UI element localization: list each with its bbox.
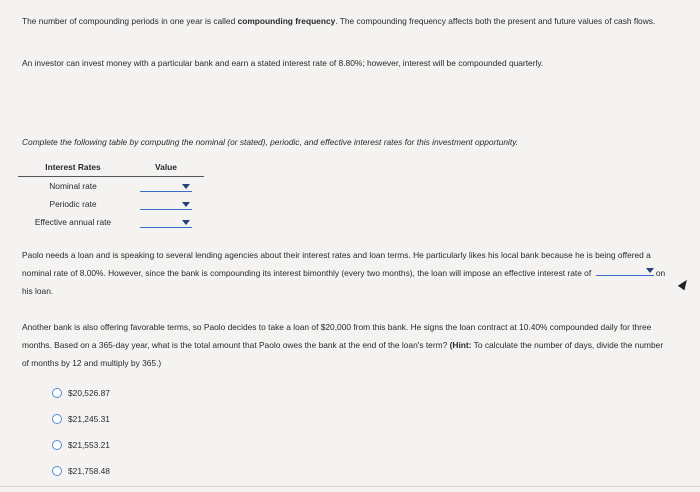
hint-label: (Hint: [449,340,472,350]
paolo-text-part1: Paolo needs a loan and is speaking to several lending agencies about their interest rates and loan terms. He particularly likes his local bank because he is being offered a nominal rate of 8.00%. However, since the bank is compounding its interest bimonthly (every two months), the loan will impose an effective interest rate of [22,250,651,278]
answer-label: $20,526.87 [68,388,110,398]
row-label-periodic: Periodic rate [49,199,97,209]
effective-interest-dropdown[interactable] [596,266,654,276]
answer-label: $21,245.31 [68,414,110,424]
intro-term: compounding frequency [237,16,336,26]
investor-paragraph: An investor can invest money with a particular bank and earn a stated interest rate of 8.80%; however, interest will be compounded quarterly. [22,58,544,68]
radio-icon[interactable] [52,388,62,398]
intro-paragraph [22,12,672,30]
intro-text-after: . The compounding frequency affects both the present and future values of cash flows. [335,16,656,26]
mouse-cursor-icon [678,278,690,291]
paolo-loan-paragraph [22,318,672,372]
hint-text: To calculate the number of days, divide the number of months by 12 and multiply by 365.) [22,340,664,368]
radio-icon[interactable] [52,466,62,476]
table-header-row [18,158,204,177]
answer-option-1[interactable] [52,380,110,406]
answer-option-2[interactable] [52,406,110,432]
dropdown-arrow-icon [182,202,190,207]
table-row [18,213,204,231]
loan-question-text: Another bank is also offering favorable terms, so Paolo decides to take a loan of $20,000 from this bank. He signs the loan contract at 10.40% compounded daily for three months. Based on a 365-day year, what is the total amount that Paolo owes the bank at the end of the loan's term? [22,322,652,350]
header-value: Value [128,158,204,177]
answer-label: $21,758.48 [68,466,110,476]
paolo-text-part2: on his loan. [22,268,666,296]
effective-rate-dropdown[interactable] [140,217,192,228]
bottom-divider [0,486,700,487]
interest-rates-table [18,158,204,231]
radio-icon[interactable] [52,414,62,424]
row-label-effective: Effective annual rate [34,217,112,227]
paolo-effective-paragraph [22,246,672,300]
header-interest-rates: Interest Rates [18,158,128,177]
answer-options [52,380,110,484]
answer-option-3[interactable] [52,432,110,458]
periodic-rate-dropdown[interactable] [140,199,192,210]
answer-label: $21,553.21 [68,440,110,450]
answer-option-4[interactable] [52,458,110,484]
intro-text-before: The number of compounding periods in one year is called [22,16,238,26]
table-instruction: Complete the following table by computing the nominal (or stated), periodic, and effective interest rates for this investment opportunity. [22,137,519,147]
row-label-nominal: Nominal rate [49,181,97,191]
nominal-rate-dropdown[interactable] [140,181,192,192]
table-row [18,177,204,196]
radio-icon[interactable] [52,440,62,450]
dropdown-arrow-icon [182,184,190,189]
dropdown-arrow-icon [646,268,654,273]
dropdown-arrow-icon [182,220,190,225]
table-row [18,195,204,213]
